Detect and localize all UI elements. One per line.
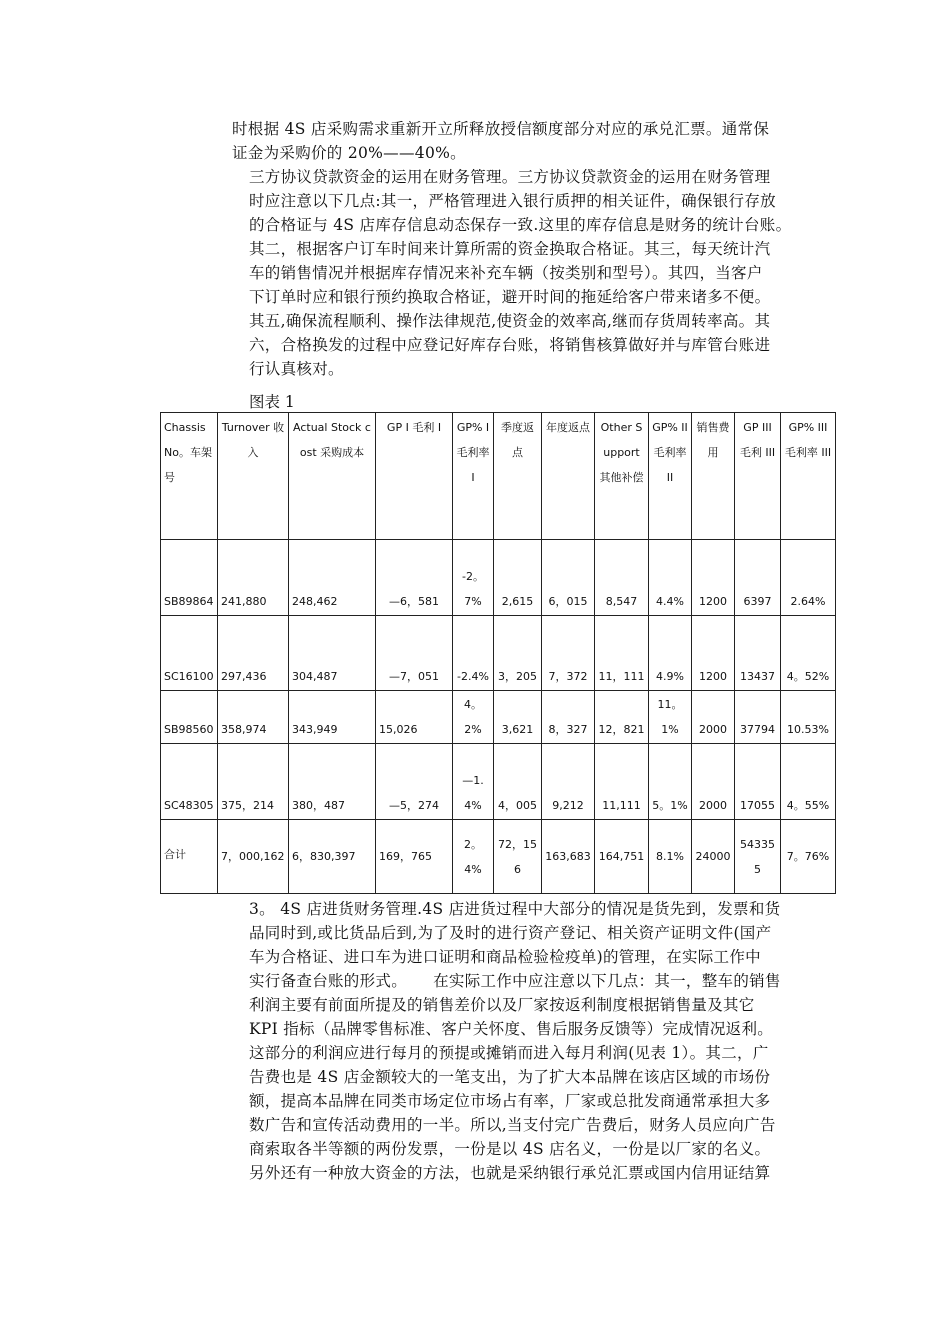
cell-sales: 2000 [692,744,735,820]
text-line: 下订单时应和银行预约换取合格证，避开时间的拖延给客户带来诸多不便。 [249,288,771,306]
text-line: 时根据 4S 店采购需求重新开立所释放授信额度部分对应的承兑汇票。通常保 [232,120,770,138]
cell-total-turnover: 7，000,162 [218,820,289,894]
paragraph-3 [249,897,781,1185]
cell-gp3: 37794 [735,691,781,744]
cell-other: 8,547 [595,540,649,616]
table-row [161,616,836,691]
text-line: 商索取各半等额的两份发票，一份是以 4S 店名义，一份是以厂家的名义。 [249,1140,771,1158]
cell-gp2-pct: 4.4% [649,540,692,616]
cell-quarter: 2,615 [494,540,542,616]
cell-turnover: 297,436 [218,616,289,691]
cell-gp3: 13437 [735,616,781,691]
cell-chassis: SB98560 [161,691,218,744]
table-row [161,691,836,744]
header-quarter-rebate: 季度返点 [494,413,542,540]
header-sales-expense: 销售费用 [692,413,735,540]
cell-gp3-pct: 4。55% [781,744,836,820]
cell-chassis: SC16100 [161,616,218,691]
cell-sales: 1200 [692,540,735,616]
header-other-support: Other Support 其他补偿 [595,413,649,540]
cell-cost: 304,487 [289,616,376,691]
cell-total-annual: 163,683 [542,820,595,894]
cell-annual: 8，327 [542,691,595,744]
table-row [161,744,836,820]
cell-gp2-pct: 11。1% [649,691,692,744]
text-line: 的合格证与 4S 店库存信息动态保存一致.这里的库存信息是财务的统计台账。 [249,216,792,234]
cell-gp1-pct: -2.4% [453,616,494,691]
cell-total-gp3-pct: 7。76% [781,820,836,894]
header-gp1: GP I 毛利 I [376,413,453,540]
cell-sales: 1200 [692,616,735,691]
table-caption: 图表 1 [249,393,295,411]
cell-annual: 6，015 [542,540,595,616]
cell-turnover: 241,880 [218,540,289,616]
cell-other: 11，111 [595,616,649,691]
cell-chassis: SC48305 [161,744,218,820]
cell-total-quarter: 72，156 [494,820,542,894]
cell-gp1-pct: —1.4% [453,744,494,820]
header-chassis: Chassis No。车架号 [161,413,218,540]
text-line: KPI 指标（品牌零售标准、客户关怀度、售后服务反馈等）完成情况返利。 [249,1020,774,1038]
cell-gp3-pct: 10.53% [781,691,836,744]
cell-total-gp1-pct: 2。4% [453,820,494,894]
cell-total-gp3: 543355 [735,820,781,894]
cell-gp1: —7，051 [376,616,453,691]
cell-quarter: 3,621 [494,691,542,744]
text-line: 告费也是 4S 店金额较大的一笔支出，为了扩大本品牌在该店区域的市场份 [249,1068,771,1086]
cell-gp3: 6397 [735,540,781,616]
cell-total-label: 合计 [161,820,218,894]
text-line: 证金为采购价的 20%——40%。 [232,144,466,162]
text-line: 三方协议贷款资金的运用在财务管理。三方协议贷款资金的运用在财务管理 [249,168,771,186]
text-line: 车为合格证、进口车为进口证明和商品检验检疫单)的管理，在实际工作中 [249,948,761,966]
cell-turnover: 375，214 [218,744,289,820]
cell-gp1: —6，581 [376,540,453,616]
table-row [161,540,836,616]
paragraph-2 [249,165,791,381]
cell-gp2-pct: 4.9% [649,616,692,691]
cell-total-cost: 6，830,397 [289,820,376,894]
text-line: 六，合格换发的过程中应登记好库存台账，将销售核算做好并与库管台账进 [249,336,771,354]
cell-cost: 343,949 [289,691,376,744]
cell-other: 11,111 [595,744,649,820]
paragraph-1 [232,117,769,165]
cell-gp1-pct: 4。2% [453,691,494,744]
cell-chassis: SB89864 [161,540,218,616]
text-line: 其五,确保流程顺利、操作法律规范,使资金的效率高,继而存货周转率高。其 [249,312,771,330]
header-stock-cost: Actual Stock cost 采购成本 [289,413,376,540]
cell-total-other: 164,751 [595,820,649,894]
financial-table [160,412,836,894]
cell-gp1: —5，274 [376,744,453,820]
table-header-row [161,413,836,540]
cell-gp1: 15,026 [376,691,453,744]
text-line: 其二，根据客户订车时间来计算所需的资金换取合格证。其三，每天统计汽 [249,240,771,258]
cell-annual: 9,212 [542,744,595,820]
cell-gp3: 17055 [735,744,781,820]
cell-total-gp1: 169，765 [376,820,453,894]
text-line: 行认真核对。 [249,360,344,378]
header-gp3-pct: GP% III 毛利率 III [781,413,836,540]
cell-sales: 2000 [692,691,735,744]
text-line: 另外还有一种放大资金的方法，也就是采纳银行承兑汇票或国内信用证结算 [249,1164,771,1182]
text-line: 额，提高本品牌在同类市场定位市场占有率，厂家或总批发商通常承担大多 [249,1092,771,1110]
text-line: 3。 4S 店进货财务管理.4S 店进货过程中大部分的情况是货先到，发票和货 [249,900,781,918]
text-line: 这部分的利润应进行每月的预提或摊销而进入每月利润(见表 1）。其二，广 [249,1044,769,1062]
text-line: 数广告和宣传活动费用的一半。所以,当支付完广告费后，财务人员应向广告 [249,1116,776,1134]
header-annual-rebate: 年度返点 [542,413,595,540]
cell-other: 12，821 [595,691,649,744]
table-total-row [161,820,836,894]
cell-turnover: 358,974 [218,691,289,744]
text-line: 利润主要有前面所提及的销售差价以及厂家按返利制度根据销售量及其它 [249,996,755,1014]
cell-gp2-pct: 5。1% [649,744,692,820]
text-line: 实行备查台账的形式。 在实际工作中应注意以下几点：其一，整车的销售 [249,972,781,990]
cell-quarter: 4，005 [494,744,542,820]
cell-quarter: 3，205 [494,616,542,691]
header-gp1-pct: GP% I 毛利率 I [453,413,494,540]
cell-cost: 248,462 [289,540,376,616]
cell-gp3-pct: 4。52% [781,616,836,691]
cell-gp1-pct: -2。7% [453,540,494,616]
cell-total-gp2-pct: 8.1% [649,820,692,894]
cell-gp3-pct: 2.64% [781,540,836,616]
header-gp2-pct: GP% II 毛利率 II [649,413,692,540]
cell-total-sales: 24000 [692,820,735,894]
header-gp3: GP III 毛利 III [735,413,781,540]
text-line: 车的销售情况并根据库存情况来补充车辆（按类别和型号）。其四，当客户 [249,264,763,282]
text-line: 品同时到,或比货品后到,为了及时的进行资产登记、相关资产证明文件(国产 [249,924,772,942]
header-turnover: Turnover 收入 [218,413,289,540]
text-line: 时应注意以下几点:其一，严格管理进入银行质押的相关证件，确保银行存放 [249,192,776,210]
cell-cost: 380，487 [289,744,376,820]
cell-annual: 7，372 [542,616,595,691]
